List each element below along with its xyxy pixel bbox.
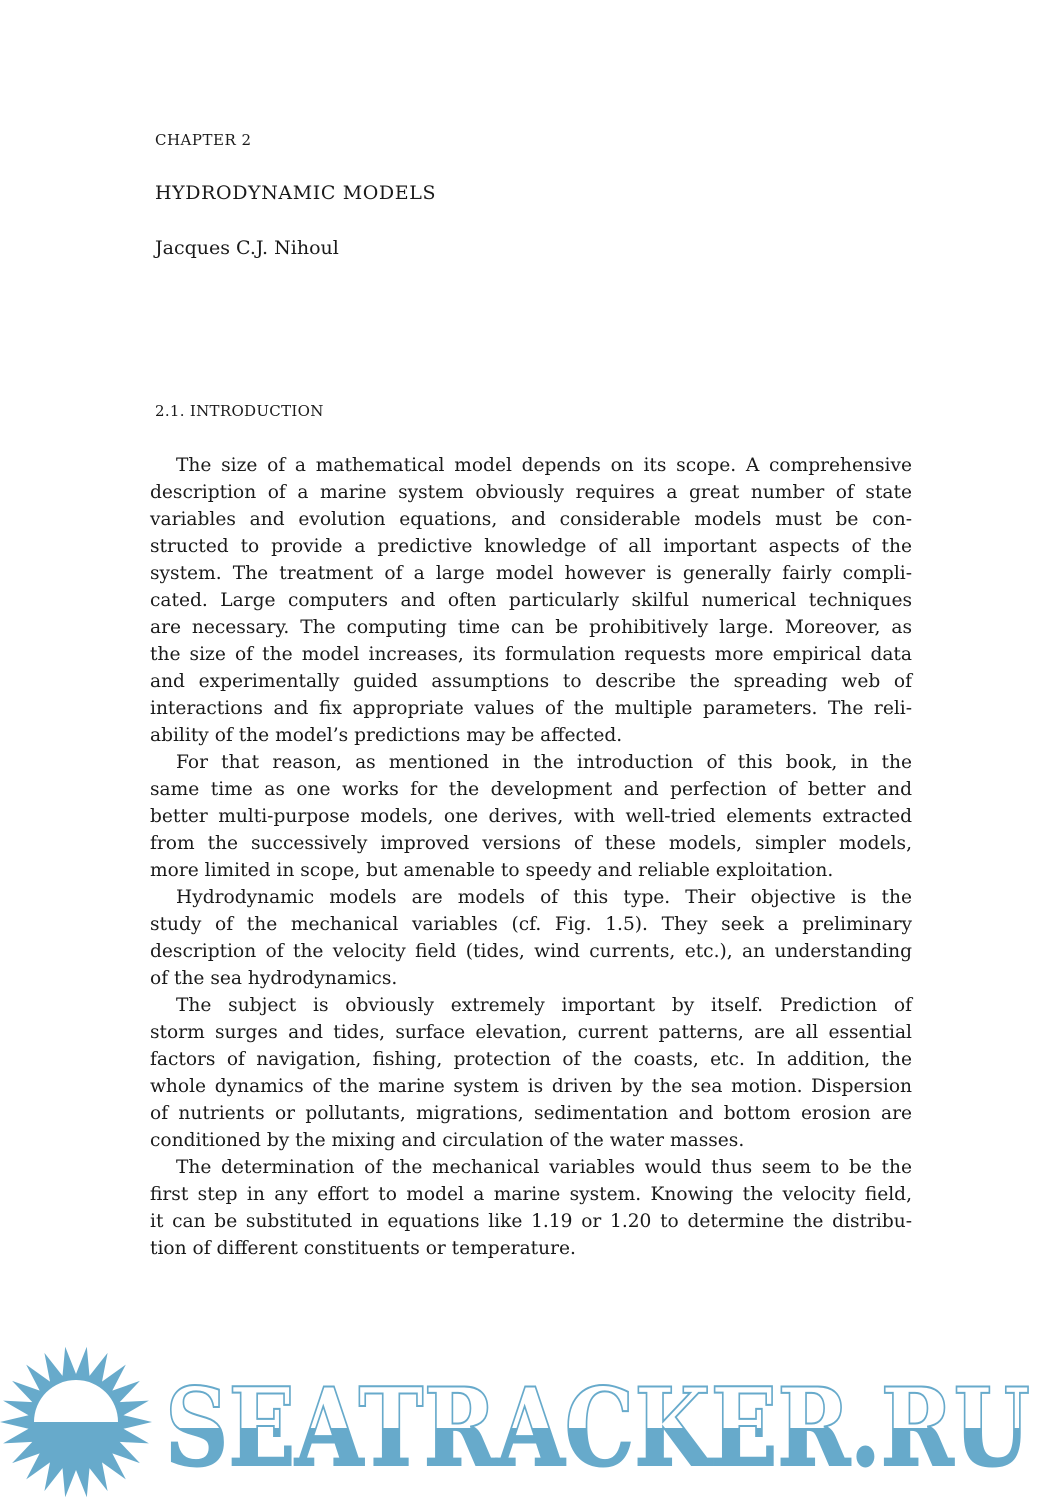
text-line: storm surges and tides, surface elevation, current patterns, are all essential	[150, 1022, 912, 1044]
text-line: The subject is obviously extremely important by itself. Prediction of	[176, 995, 912, 1017]
text-line: factors of navigation, fishing, protection of the coasts, etc. In addition, the	[150, 1049, 912, 1071]
text-line: system. The treatment of a large model however is generally fairly compli-	[150, 563, 912, 585]
text-line: whole dynamics of the marine system is driven by the sea motion. Dispersion	[150, 1076, 912, 1098]
text-line: variables and evolution equations, and considerable models must be con-	[150, 509, 912, 531]
text-line: first step in any effort to model a marine system. Knowing the velocity field,	[150, 1184, 912, 1206]
text-line: interactions and fix appropriate values of the multiple parameters. The reli-	[150, 698, 912, 720]
text-line: description of the velocity field (tides, wind currents, etc.), an understanding	[150, 941, 912, 963]
text-line: The determination of the mechanical variables would thus seem to be the	[176, 1157, 912, 1179]
text-line: of the sea hydrodynamics.	[150, 968, 398, 990]
text-line: The size of a mathematical model depends on its scope. A comprehensive	[176, 455, 912, 476]
text-line: from the successively improved versions of these models, simpler models,	[150, 833, 912, 855]
text-line: same time as one works for the development and perfection of better and	[150, 779, 912, 801]
text-line: ability of the model’s predictions may be affected.	[150, 725, 623, 747]
author: Jacques C.J. Nihoul	[155, 237, 339, 259]
chapter-label: CHAPTER 2	[155, 131, 252, 149]
text-line: tion of different constituents or temperature.	[150, 1238, 576, 1260]
section-heading: 2.1. INTRODUCTION	[155, 402, 324, 420]
text-line: more limited in scope, but amenable to speedy and reliable exploitation.	[150, 860, 834, 882]
text-line: study of the mechanical variables (cf. Fig. 1.5). They seek a preliminary	[150, 914, 912, 936]
chapter-title: HYDRODYNAMIC MODELS	[155, 182, 437, 204]
text-line: structed to provide a predictive knowledge of all important aspects of the	[150, 536, 912, 558]
watermark-logo	[0, 1340, 1050, 1500]
text-line: cated. Large computers and often particularly skilful numerical techniques	[150, 590, 912, 612]
text-line: it can be substituted in equations like 1.19 or 1.20 to determine the distribu-	[150, 1211, 912, 1233]
text-line: conditioned by the mixing and circulation of the water masses.	[150, 1130, 745, 1152]
text-line: and experimentally guided assumptions to describe the spreading web of	[150, 671, 912, 693]
body-text	[150, 452, 912, 1262]
watermark-text: SEATRACKER.RU	[165, 1365, 1030, 1491]
text-line: of nutrients or pollutants, migrations, sedimentation and bottom erosion are	[150, 1103, 912, 1125]
sun-icon	[0, 1347, 152, 1497]
text-line: better multi-purpose models, one derives, with well-tried elements extracted	[150, 806, 912, 828]
text-line: are necessary. The computing time can be prohibitively large. Moreover, as	[150, 617, 912, 639]
text-line: Hydrodynamic models are models of this type. Their objective is the	[176, 887, 912, 909]
text-line: description of a marine system obviously requires a great number of state	[150, 482, 912, 504]
text-line: the size of the model increases, its formulation requests more empirical data	[150, 644, 912, 666]
text-line: For that reason, as mentioned in the introduction of this book, in the	[176, 752, 912, 774]
